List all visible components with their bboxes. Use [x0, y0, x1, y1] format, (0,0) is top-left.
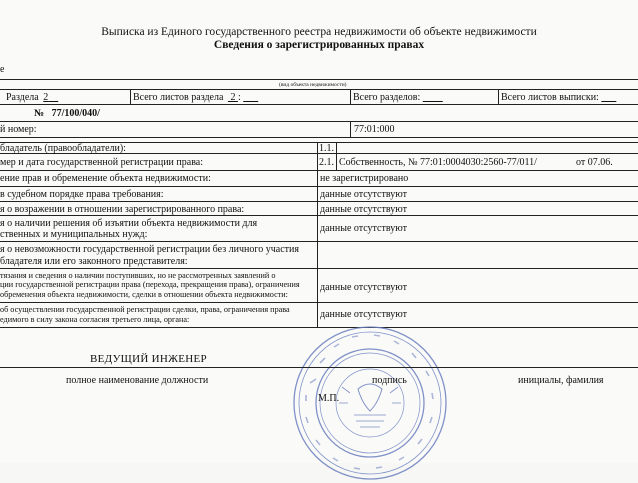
section-sheet: Раздела 2 [6, 92, 49, 103]
object-type-caption: (вид объекта недвижимости) [279, 82, 347, 88]
row-seizure-label-1: я о наличии решения об изъятии объекта недвижимости для [0, 218, 258, 229]
section-total-number: 2 [230, 92, 236, 103]
row-claims-value: данные отсутствуют [320, 189, 407, 200]
row-restriction-label: ение прав и обременение объекта недвижимости: [0, 173, 211, 184]
row-objection-value: данные отсутствуют [320, 204, 407, 215]
row-pending-value: данные отсутствуют [320, 282, 407, 293]
row-consent-label-2: едимого в силу закона согласия третьего лица, органа: [0, 315, 190, 324]
row-restriction-value: не зарегистрировано [320, 173, 409, 184]
row-right-label: мер и дата государственной регистрации права: [0, 157, 203, 168]
row-objection-label: я о возражении в отношении зарегистрированного права: [0, 204, 245, 215]
initials-caption: инициалы, фамилия [518, 375, 604, 386]
official-seal [290, 323, 450, 483]
row-right-num: 2.1. [319, 157, 334, 168]
row-owner-label: бладатель (правообладатели): [0, 143, 126, 154]
row-right-value: Собственность, № 77:01:0004030:2560-77/011/ [339, 157, 537, 168]
row-consent-value: данные отсутствуют [320, 309, 407, 320]
seal-place-mark: М.П. [318, 393, 340, 404]
document-subtitle: Сведения о зарегистрированных правах [213, 39, 425, 51]
object-type-text: е [0, 64, 5, 75]
row-personal-label-1: я о невозможности государственной регистрации без личного участия [0, 244, 299, 255]
row-pending-label-2: ции государственной регистрации права (перехода, прекращения права), ограничения [0, 280, 300, 289]
row-consent-label-1: об осуществлении государственной регистрации сделки, права, ограничения права [0, 305, 290, 314]
section-total: Всего листов раздела 2 : [133, 92, 244, 103]
row-seizure-value: данные отсутствуют [320, 223, 407, 234]
row-pending-label-3: обременения объекта недвижимости, сделки в отношении объекта недвижимости: [0, 290, 288, 299]
row-pending-label-1: тязания и сведения о наличии поступивших, но не рассмотренных заявлений о [0, 271, 276, 280]
row-personal-label-2: бладателя или его законного представителя: [0, 256, 188, 267]
object-type-line [0, 79, 638, 80]
signer-position: ВЕДУЩИЙ ИНЖЕНЕР [90, 353, 207, 365]
document-title: Выписка из Единого государственного реестра недвижимости об объекте недвижимости [101, 26, 537, 38]
row-claims-label: в судебном порядке права требования: [0, 189, 164, 200]
row-seizure-label-2: ственных и муниципальных нужд: [0, 229, 148, 240]
row-owner-num: 1.1. [319, 143, 334, 154]
record-number-value: 77/100/040/ [51, 108, 100, 119]
signature-caption: подпись [372, 375, 407, 386]
row-right-date: от 07.06. [576, 157, 613, 168]
cadastral-value: 77:01:000 [354, 124, 395, 135]
extract-total: Всего листов выписки: [501, 92, 599, 103]
section-sheet-number: 2 [43, 92, 49, 103]
record-number: № 77/100/040/ [34, 108, 100, 119]
cadastral-label: й номер: [0, 124, 37, 135]
position-caption: полное наименование должности [66, 375, 209, 386]
sections-total: Всего разделов: [353, 92, 421, 103]
